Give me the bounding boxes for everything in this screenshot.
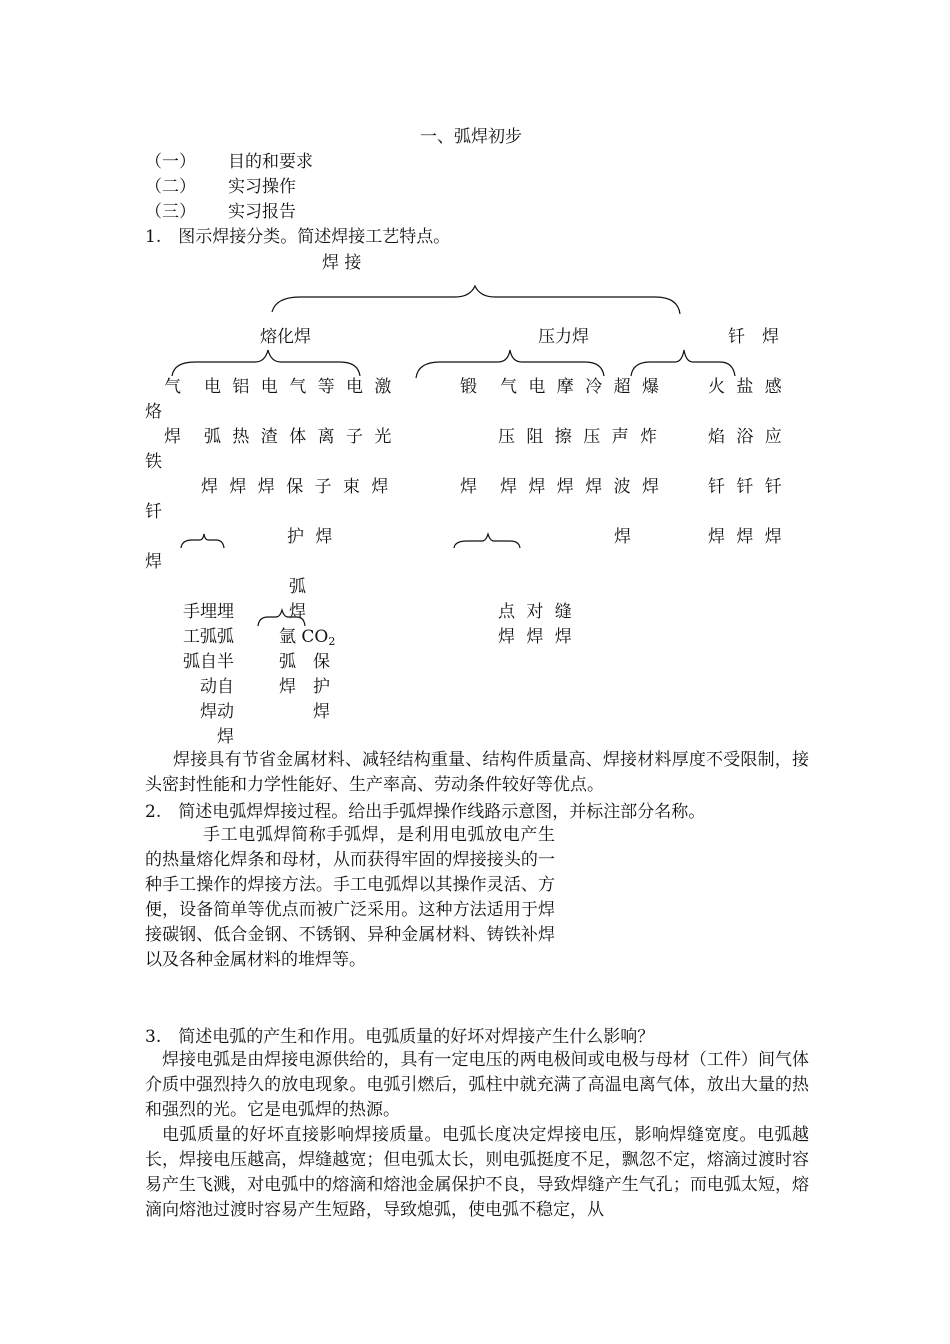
paragraph-arc-quality: 电弧质量的好坏直接影响焊接质量。电弧长度决定焊接电压，影响焊缝宽度。电弧越长，焊接电压越高，焊缝越宽；但电弧太长，则电弧挺度不足，飘忽不定，熔滴过渡时容易产生飞溅，对电弧中的熔滴和熔池金属保护不良，导致焊缝产生气孔；而电弧太短，熔滴向熔池过渡时容易产生短路，导致熄弧，使电弧不稳定，从 (145, 1125, 809, 1220)
section-2-label: 实习操作 (228, 177, 296, 197)
paragraph-advantages: 焊接具有节省金属材料、减轻结构重量、结构件质量高、焊接材料厚度不受限制，接头密封性能和力学性能好、生产率高、劳动条件较好等优点。 (145, 750, 809, 795)
tree-row4-pressure: 焊 (614, 527, 631, 547)
tree-row2-pressure: 压 阻 擦 压 声 炸 (498, 427, 661, 447)
arc-brace (181, 534, 224, 548)
tree-fusion: 熔化焊 (260, 327, 311, 347)
sub-resist-line-1: 点 对 缝 (498, 602, 575, 622)
brazing-brace (631, 350, 735, 376)
sub-arc-line-2: 工弧弧 (183, 627, 234, 647)
tree-row2-fusion: 焊 弧 热 渣 体 离 子 光 (164, 427, 395, 447)
section-3-num: （三） (145, 202, 196, 222)
sub-resist-line-2: 焊 焊 焊 (498, 627, 575, 647)
resist-brace (454, 534, 520, 548)
page-title: 一、弧焊初步 (420, 127, 522, 147)
sub-gas-line-3: 焊 护 (279, 677, 330, 697)
tree-row4-fusion: 护 焊 (287, 527, 336, 547)
tree-brazing: 钎 焊 (728, 327, 779, 347)
tree-row3-pressure: 焊 焊 焊 焊 焊 波 焊 (460, 477, 663, 497)
paragraph-arc-origin: 焊接电弧是由焊接电源供给的，具有一定电压的两电极间或电极与母材（工件）间气体介质中强烈持久的放电现象。电弧引燃后，弧柱中就充满了高温电离气体，放出大量的热和强烈的光。它是电弧焊的热源。 (145, 1050, 809, 1120)
question-1: 1. 图示焊接分类。简述焊接工艺特点。 (145, 227, 451, 247)
sub-arc-line-3: 弧自半 (183, 652, 234, 672)
root-brace (272, 286, 680, 314)
sub-gas-top-1: 弧 (289, 577, 306, 597)
section-1-label: 目的和要求 (228, 152, 313, 172)
section-3-label: 实习报告 (228, 202, 296, 222)
tree-row1-pressure: 锻 气 电 摩 冷 超 爆 (460, 377, 663, 397)
tree-row4-wrap: 焊 (145, 552, 162, 572)
tree-row3-brazing: 钎 钎 钎 (708, 477, 785, 497)
sub-gas-line-4: 焊 (279, 702, 330, 722)
tree-row3-fusion: 焊 焊 焊 保 子 束 焊 (201, 477, 392, 497)
sub-gas-top-2: 焊 (289, 602, 306, 622)
tree-row2-wrap: 铁 (145, 452, 162, 472)
paragraph-manual-arc: 手工电弧焊简称手弧焊，是利用电弧放电产生的热量熔化焊条和母材，从而获得牢固的焊接接头的一种手工操作的焊接方法。手工电弧焊以其操作灵活、方便，设备简单等优点而被广泛采用。这种方法适用于焊接碳钢、低合金钢、不锈钢、异种金属材料、铸铁补焊以及各种金属材料的堆焊等。 (145, 825, 555, 970)
tree-row3-wrap: 钎 (145, 502, 162, 522)
tree-row1-fusion: 气 电 铝 电 气 等 电 激 (164, 377, 395, 397)
sub-arc-line-1: 手埋埋 (183, 602, 234, 622)
sub-gas-line-2: 弧 保 (279, 652, 330, 672)
tree-root: 焊 接 (322, 253, 362, 273)
question-3: 3. 简述电弧的产生和作用。电弧质量的好坏对焊接产生什么影响？ (145, 1027, 655, 1047)
sub-arc-line-4: 动自 (183, 677, 234, 697)
sub-arc-line-5: 焊动 (183, 702, 234, 722)
co2-subscript: 2 (328, 635, 336, 648)
section-1-num: （一） (145, 152, 196, 172)
section-2-num: （二） (145, 177, 196, 197)
tree-row4-brazing: 焊 焊 焊 (708, 527, 785, 547)
fusion-brace (172, 350, 360, 376)
sub-arc-line-6: 焊 (183, 727, 234, 747)
tree-row2-brazing: 焰 浴 应 (708, 427, 785, 447)
tree-pressure: 压力焊 (538, 327, 589, 347)
pressure-brace (416, 350, 604, 378)
tree-row1-wrap: 烙 (145, 402, 162, 422)
sub-gas-line-1: 氩 CO2 (279, 627, 336, 648)
tree-row1-brazing: 火 盐 感 (708, 377, 785, 397)
question-2: 2. 简述电弧焊焊接过程。给出手弧焊操作线路示意图，并标注部分名称。 (145, 802, 706, 822)
